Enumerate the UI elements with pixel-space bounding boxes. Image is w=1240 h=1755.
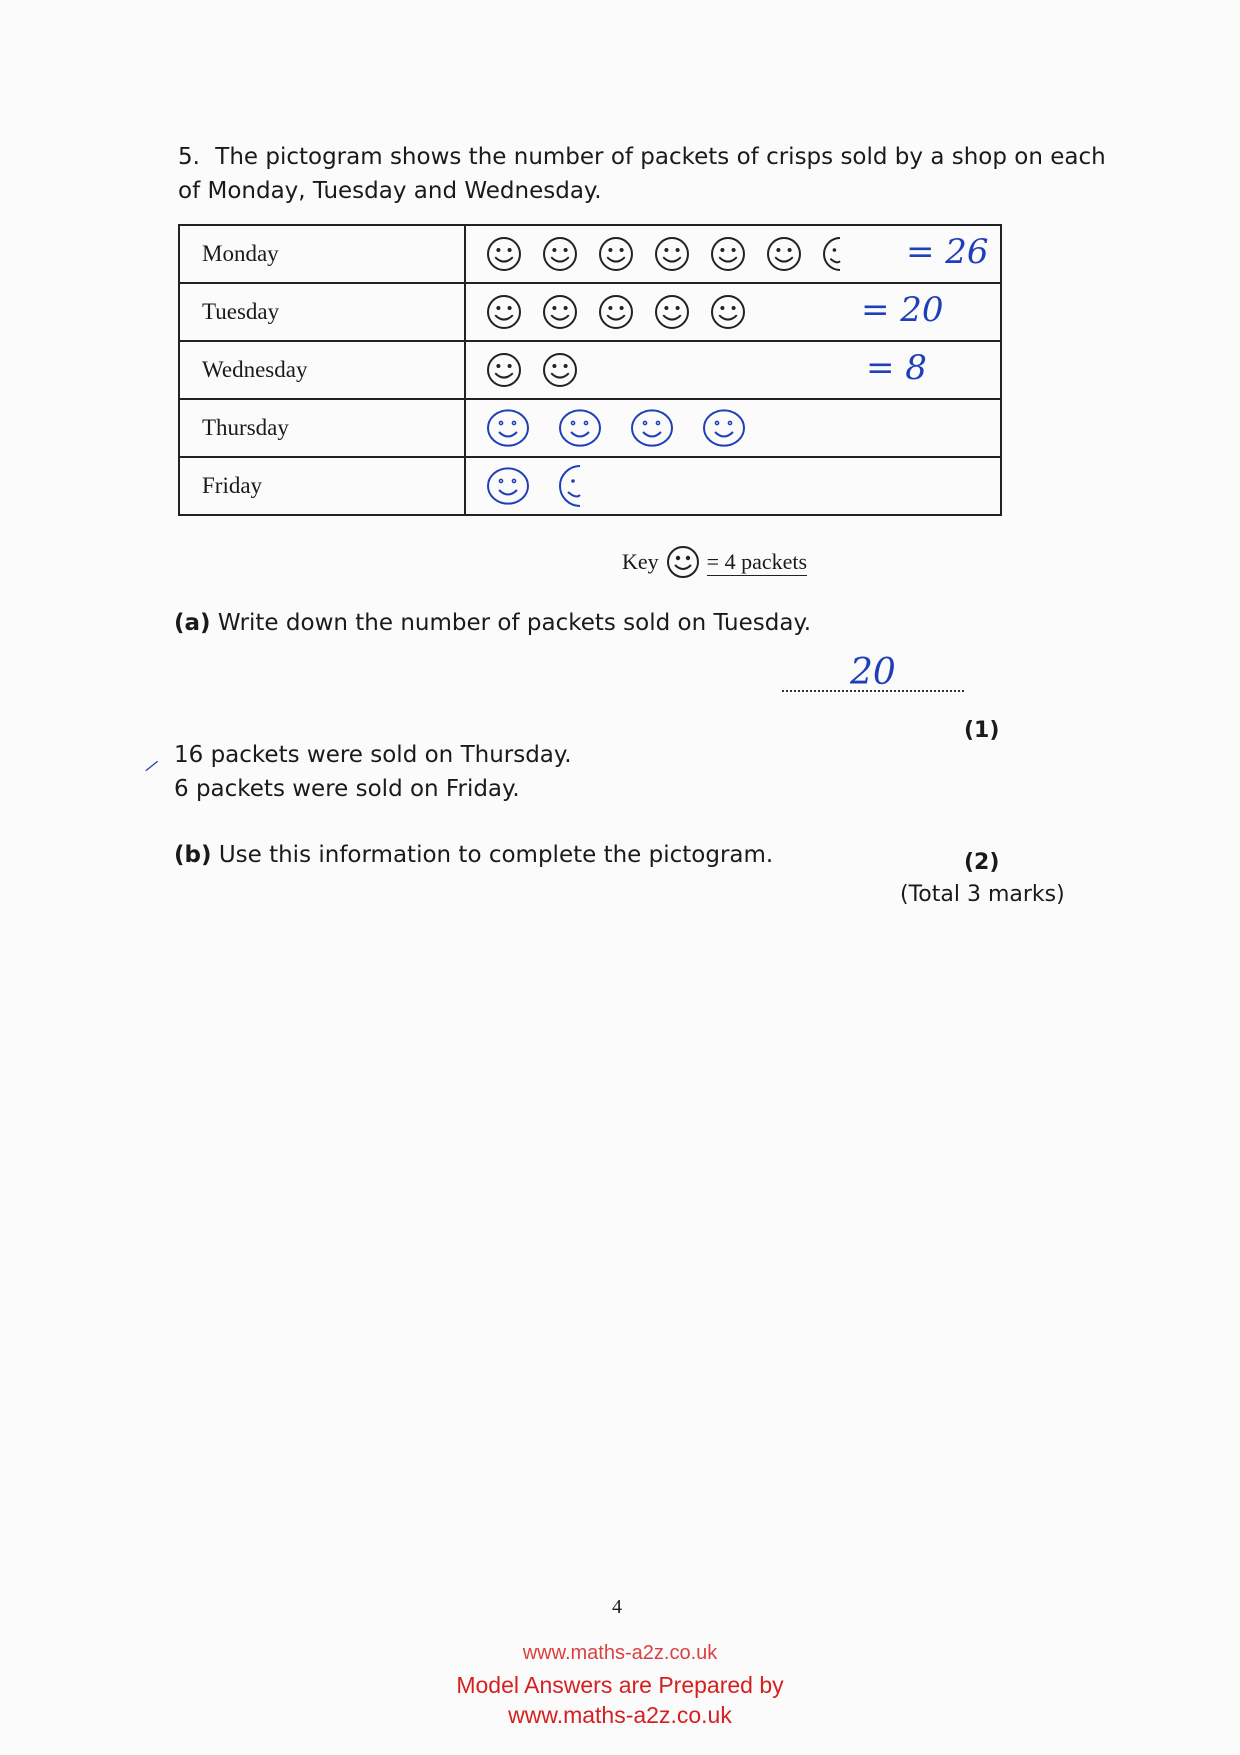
face-icon [710, 236, 746, 272]
pictogram-icons-cell [465, 283, 1001, 341]
pictogram-icons-cell [465, 225, 1001, 283]
pictogram-day-label: Monday [179, 225, 465, 283]
pictogram-icons-cell[interactable] [465, 457, 1001, 515]
question-intro-line1: The pictogram shows the number of packets of crisps sold by a shop on each [215, 144, 1106, 170]
part-a-marks: (1) [964, 718, 1000, 743]
info-line2: 6 packets were sold on Friday. [174, 776, 520, 802]
key-value: = 4 packets [706, 548, 808, 574]
part-b [174, 838, 773, 872]
key-face-icon [665, 544, 701, 580]
face-icon [710, 294, 746, 330]
part-b-label: (b) [174, 842, 212, 868]
face-icon [542, 352, 578, 388]
pictogram-row [179, 457, 1001, 515]
pictogram-table [178, 224, 1002, 516]
part-b-marks: (2) [964, 850, 1000, 875]
pictogram-row [179, 225, 1001, 283]
footer-line1: Model Answers are Prepared by [456, 1672, 784, 1698]
pictogram-row [179, 283, 1001, 341]
question-number: 5. [178, 144, 200, 170]
part-a-label: (a) [174, 610, 211, 636]
face-icon [702, 406, 746, 450]
part-a [174, 606, 811, 640]
face-icon [486, 236, 522, 272]
half-face-icon [822, 236, 858, 272]
face-icon [598, 236, 634, 272]
pictogram-row [179, 341, 1001, 399]
face-icon [542, 236, 578, 272]
pictogram-icons-cell[interactable] [465, 399, 1001, 457]
face-icon [486, 464, 530, 508]
footer-site[interactable]: www.maths-a2z.co.uk [522, 1642, 718, 1664]
face-icon [654, 236, 690, 272]
pictogram-row-answer: = 26 [906, 232, 989, 272]
pictogram-day-label: Tuesday [179, 283, 465, 341]
face-icon [630, 406, 674, 450]
part-a-text: Write down the number of packets sold on Tuesday. [217, 610, 812, 636]
pictogram-icons-cell [465, 341, 1001, 399]
face-icon [542, 294, 578, 330]
pictogram-key [622, 544, 807, 580]
face-icon [486, 406, 530, 450]
face-icon [654, 294, 690, 330]
face-icon [558, 406, 602, 450]
question-intro [178, 140, 1106, 208]
face-icon [766, 236, 802, 272]
pictogram-day-label: Wednesday [179, 341, 465, 399]
pictogram-day-label: Friday [179, 457, 465, 515]
part-a-answer: 20 [850, 652, 896, 693]
pictogram-day-label: Thursday [179, 399, 465, 457]
face-icon [486, 352, 522, 388]
footer-line2[interactable]: www.maths-a2z.co.uk [508, 1702, 732, 1728]
part-b-text: Use this information to complete the pictogram. [218, 842, 774, 868]
face-icon [598, 294, 634, 330]
info-line1: 16 packets were sold on Thursday. [174, 742, 572, 768]
pictogram-row-answer: = 8 [866, 348, 927, 388]
pictogram-row [179, 399, 1001, 457]
face-icon [486, 294, 522, 330]
question-intro-line2: of Monday, Tuesday and Wednesday. [178, 178, 602, 204]
half-face-icon [558, 464, 602, 508]
total-marks: (Total 3 marks) [900, 882, 1065, 907]
tick-mark: ⸝ [144, 743, 159, 776]
pictogram-row-answer: = 20 [861, 290, 944, 330]
page-number: 4 [612, 1596, 622, 1618]
key-label: Key [622, 549, 659, 574]
